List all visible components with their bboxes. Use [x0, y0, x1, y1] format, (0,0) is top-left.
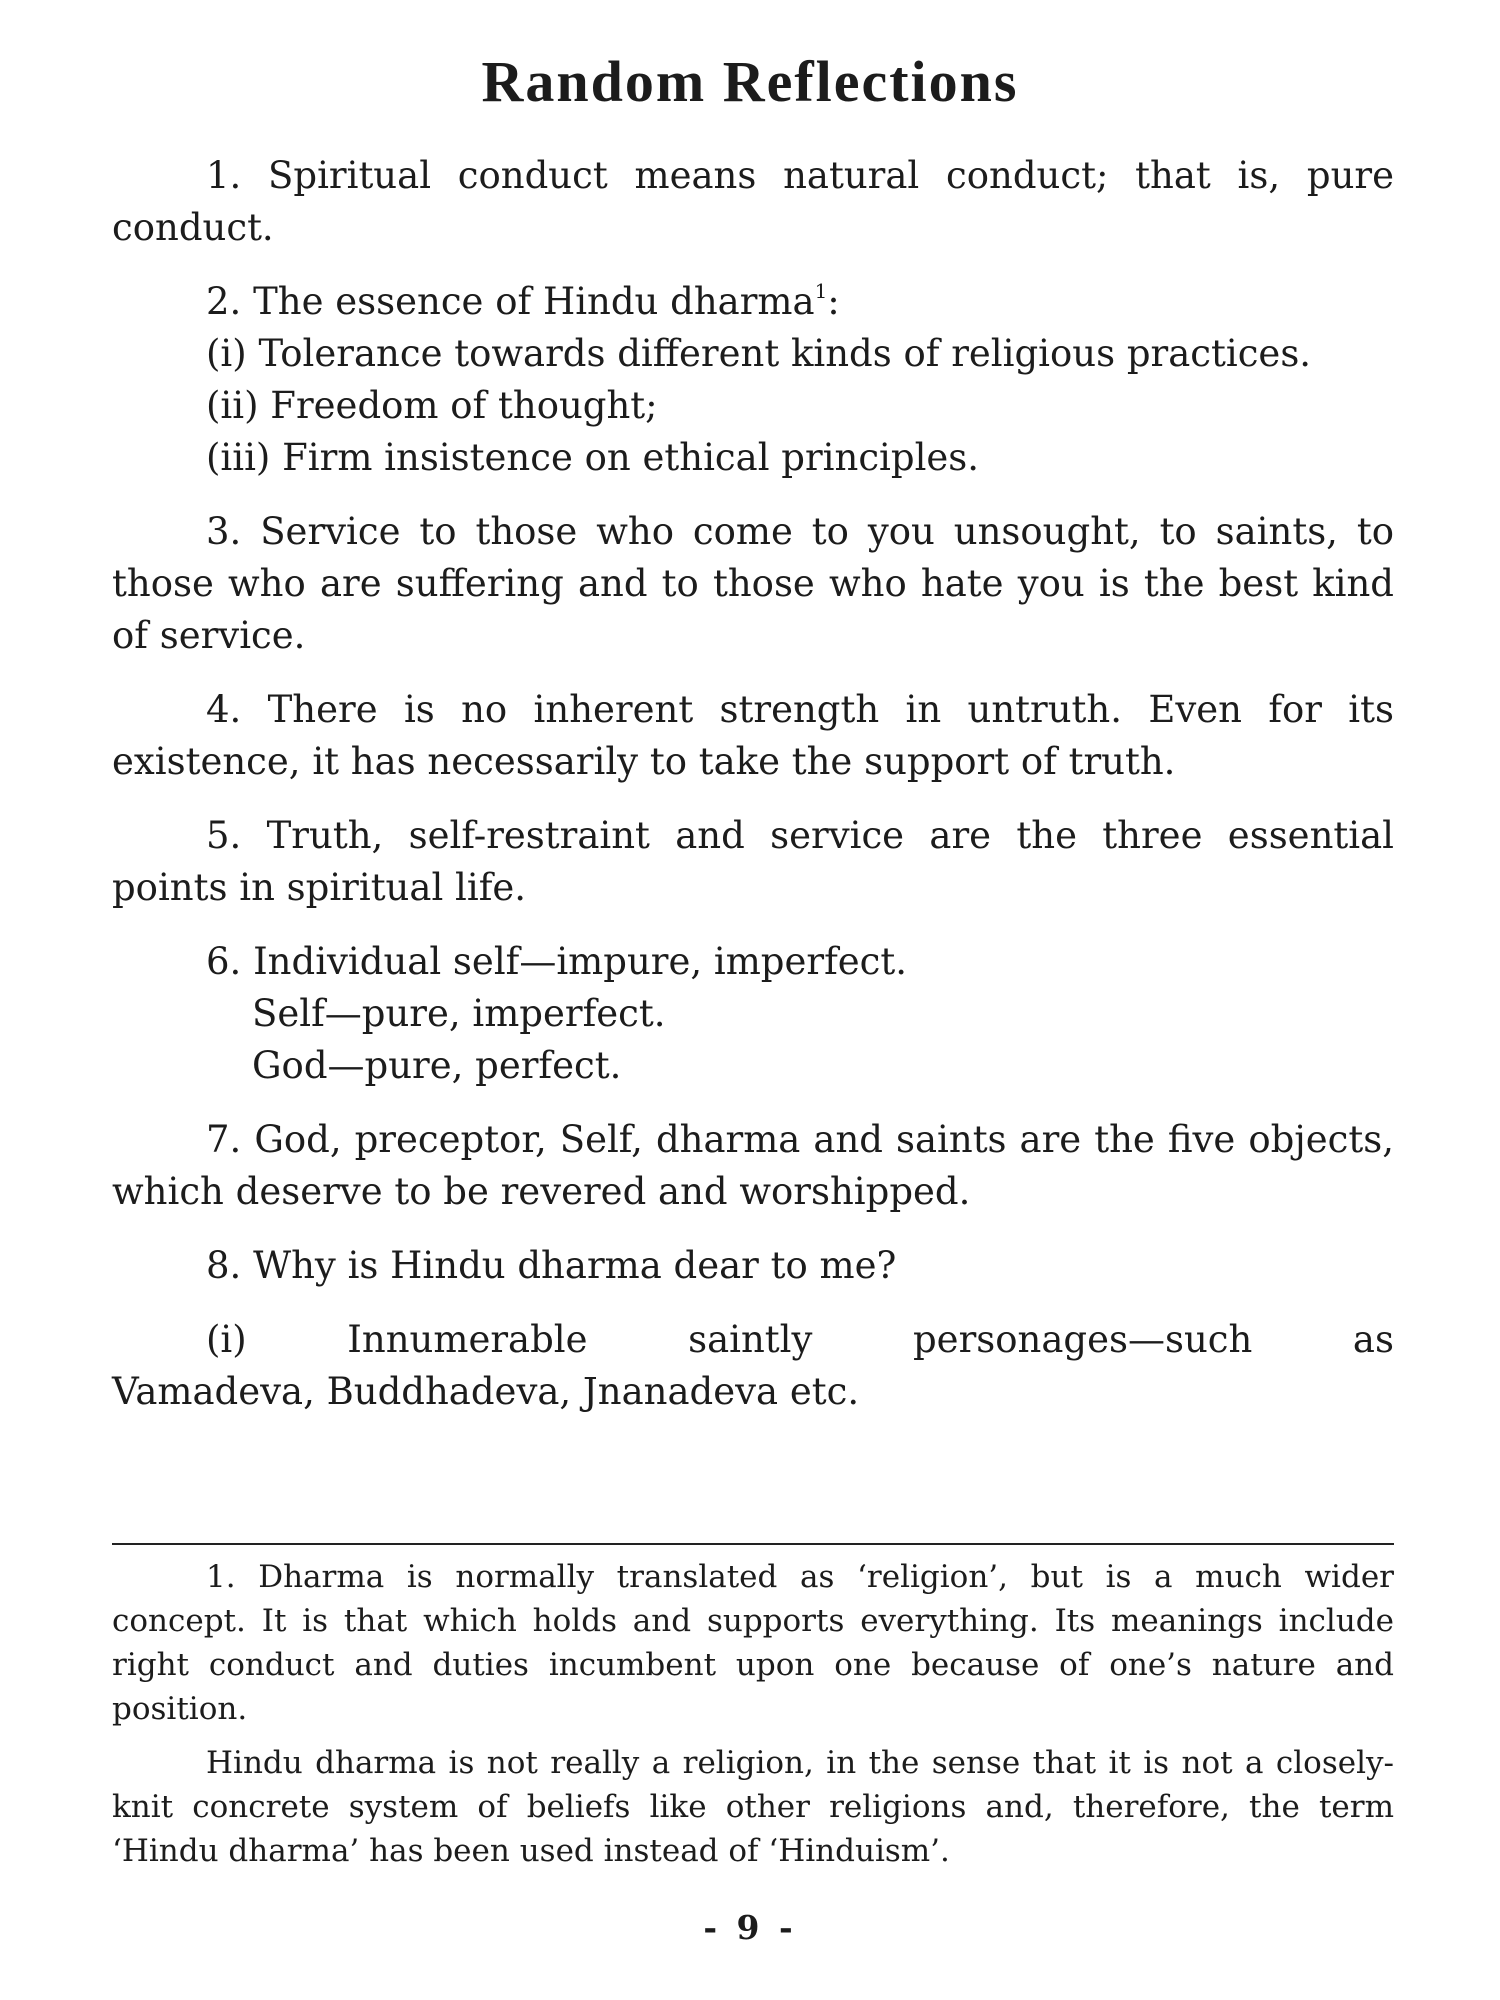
reflection-8: 8. Why is Hindu dharma dear to me?	[206, 1244, 897, 1287]
word: as	[1352, 1318, 1394, 1361]
reflection-6	[112, 936, 1394, 1092]
reflection-7: 7. God, preceptor, Self, dharma and saints are the five objects, which deserve to be revered and worshipped.	[112, 1118, 1394, 1213]
reflection-8-sub-i	[112, 1314, 1394, 1418]
reflection-6-line-2: Self—pure, imperfect.	[252, 992, 666, 1035]
word: (i)	[206, 1318, 247, 1361]
reflection-2	[112, 276, 1394, 484]
reflection-3: 3. Service to those who come to you unsought, to saints, to those who are suffering and to those who hate you is the best kind of service.	[112, 510, 1394, 657]
footnote-1-continued: Hindu dharma is not really a religion, in the sense that it is not a closely-knit concrete system of beliefs like other religions and, therefore, the term ‘Hindu dharma’ has been used instead of ‘Hinduism’.	[112, 1745, 1394, 1869]
reflection-4: 4. There is no inherent strength in untruth. Even for its existence, it has necessarily to take the support of truth.	[112, 688, 1394, 783]
footnotes	[112, 1555, 1394, 1883]
page-number: - 9 -	[703, 1908, 797, 1947]
reflection-5: 5. Truth, self-restraint and service are the three essential points in spiritual life.	[112, 814, 1394, 909]
reflection-2-heading	[112, 276, 1394, 328]
footnote-marker: 1	[814, 279, 828, 303]
reflection-2-sub-iii: (iii) Firm insistence on ethical principles.	[206, 436, 980, 479]
reflection-6-line-1: 6. Individual self—impure, imperfect.	[206, 940, 908, 983]
reflection-8-sub-i-continuation: Vamadeva, Buddhadeva, Jnanadeva etc.	[112, 1370, 860, 1413]
reflection-6-line-3: God—pure, perfect.	[252, 1044, 622, 1087]
reflection-2-sub-ii: (ii) Freedom of thought;	[206, 384, 658, 427]
reflections-body	[112, 150, 1394, 1418]
word: personages—such	[912, 1318, 1253, 1361]
reflection-2-colon: :	[827, 280, 840, 323]
word: saintly	[688, 1318, 813, 1361]
footnote-divider	[112, 1543, 1394, 1545]
word: Innumerable	[347, 1318, 588, 1361]
footnote-1: 1. Dharma is normally translated as ‘religion’, but is a much wider concept. It is that which holds and supports everything. Its meanings include right conduct and duties incumbent upon one because of one’s nature and position.	[112, 1559, 1394, 1727]
reflection-2-sub-i: (i) Tolerance towards different kinds of religious practices.	[206, 332, 1312, 375]
reflection-1: 1. Spiritual conduct means natural conduct; that is, pure conduct.	[112, 154, 1394, 249]
reflection-8-sub-i-line	[112, 1314, 1394, 1366]
reflection-2-heading-text: 2. The essence of Hindu dharma	[206, 280, 815, 323]
page-title: Random Reflections	[481, 49, 1019, 114]
